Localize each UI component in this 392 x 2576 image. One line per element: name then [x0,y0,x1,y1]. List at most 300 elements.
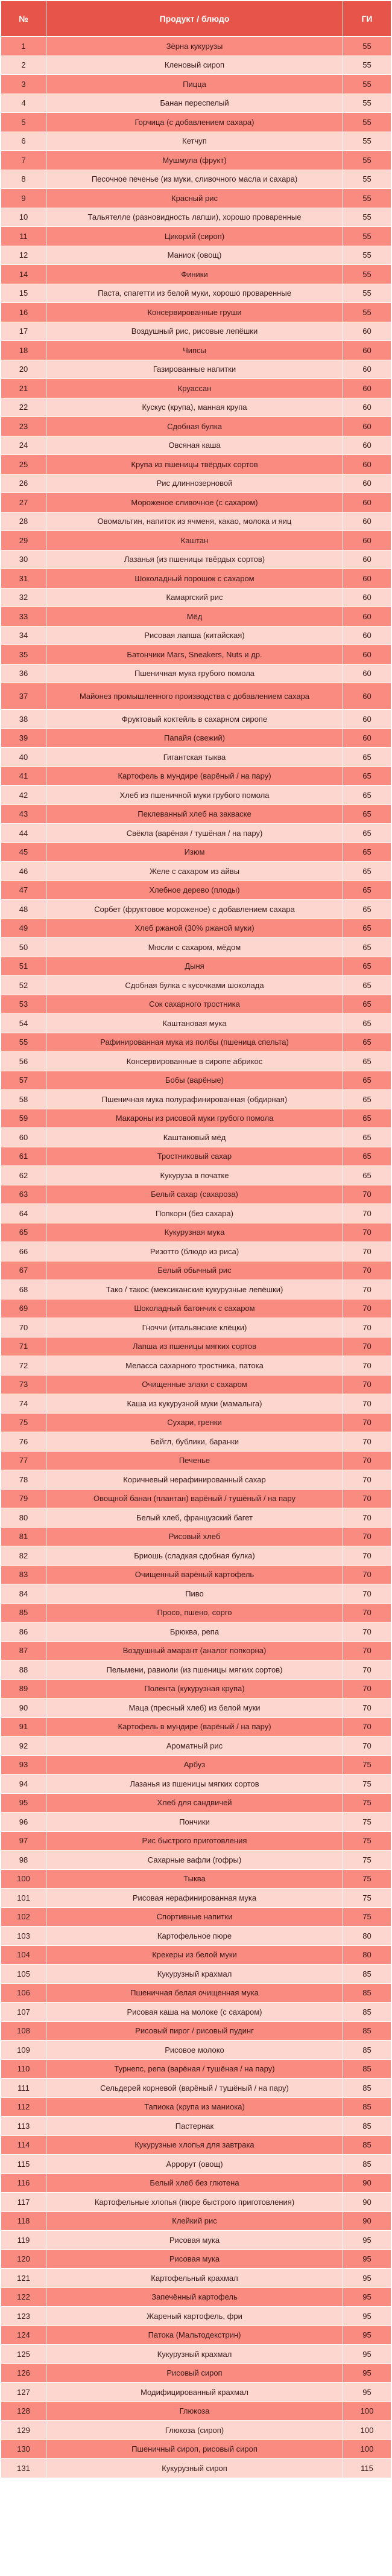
row-product: Майонез промышленного производства с добавлением сахара [46,683,343,710]
row-product: Запечённый картофель [46,2287,343,2307]
row-number: 39 [1,728,46,748]
row-product: Консервированные груши [46,303,343,322]
row-number: 116 [1,2173,46,2193]
table-row [1,1965,391,1984]
row-product: Хлебное дерево (плоды) [46,881,343,900]
table-row [1,1717,391,1736]
row-gi: 65 [343,938,391,957]
row-number: 79 [1,1489,46,1508]
row-number: 22 [1,398,46,417]
row-product: Спортивные напитки [46,1907,343,1927]
glycemic-index-table [1,1,391,2478]
row-gi: 65 [343,862,391,881]
row-number: 41 [1,767,46,786]
row-number: 104 [1,1945,46,1965]
row-number: 131 [1,2459,46,2478]
table-row [1,1375,391,1394]
row-gi: 60 [343,322,391,341]
row-number: 5 [1,113,46,132]
row-number: 50 [1,938,46,957]
row-gi: 75 [343,1869,391,1889]
row-product: Маниок (овощ) [46,246,343,265]
row-product: Картофельное пюре [46,1927,343,1946]
table-row [1,1356,391,1376]
table-row [1,1983,391,2003]
row-number: 57 [1,1071,46,1090]
row-number: 111 [1,2079,46,2098]
row-number: 58 [1,1090,46,1109]
table-row [1,132,391,151]
row-gi: 75 [343,1889,391,1908]
row-gi: 60 [343,512,391,531]
row-gi: 60 [343,417,391,436]
table-row [1,1603,391,1622]
row-number: 64 [1,1204,46,1223]
row-number: 85 [1,1603,46,1622]
row-gi: 95 [343,2326,391,2345]
row-number: 28 [1,512,46,531]
table-row [1,2231,391,2250]
row-number: 95 [1,1793,46,1812]
row-gi: 60 [343,398,391,417]
row-product: Воздушный рис, рисовые лепёшки [46,322,343,341]
row-number: 73 [1,1375,46,1394]
row-number: 16 [1,303,46,322]
table-row [1,1299,391,1318]
row-gi: 65 [343,881,391,900]
row-gi: 60 [343,664,391,683]
table-row [1,1584,391,1604]
table-row [1,189,391,208]
row-number: 109 [1,2041,46,2060]
row-product: Желе с сахаром из айвы [46,862,343,881]
table-row [1,1014,391,1033]
row-number: 63 [1,1185,46,1204]
row-number: 68 [1,1280,46,1299]
row-gi: 60 [343,588,391,607]
row-gi: 75 [343,1851,391,1870]
row-number: 1 [1,37,46,56]
row-number: 100 [1,1869,46,1889]
table-row [1,322,391,341]
row-product: Картофель в мундире (варёный / на пару) [46,767,343,786]
row-number: 121 [1,2269,46,2288]
row-number: 62 [1,1166,46,1185]
row-number: 75 [1,1413,46,1432]
table-row [1,1851,391,1870]
table-row [1,2287,391,2307]
row-gi: 70 [343,1546,391,1566]
row-gi: 55 [343,132,391,151]
row-product: Сок сахарного тростника [46,995,343,1014]
table-row [1,2421,391,2440]
table-row [1,493,391,512]
table-row [1,2364,391,2383]
table-row [1,995,391,1014]
row-gi: 55 [343,189,391,208]
row-number: 24 [1,436,46,455]
row-product: Рисовая нерафинированная мука [46,1889,343,1908]
table-header [1,1,391,37]
table-row [1,1242,391,1261]
row-gi: 65 [343,843,391,862]
row-gi: 75 [343,1907,391,1927]
row-number: 122 [1,2287,46,2307]
table-row [1,1451,391,1470]
table-row [1,170,391,189]
row-number: 47 [1,881,46,900]
row-gi: 70 [343,1565,391,1584]
row-number: 77 [1,1451,46,1470]
row-product: Рисовое молоко [46,2041,343,2060]
row-product: Каштановый мёд [46,1128,343,1147]
table-row [1,2003,391,2022]
row-number: 87 [1,1641,46,1660]
row-product: Тростниковый сахар [46,1147,343,1166]
row-product: Тыква [46,1869,343,1889]
row-gi: 55 [343,227,391,246]
row-number: 15 [1,284,46,303]
row-product: Бриошь (сладкая сдобная булка) [46,1546,343,1566]
row-product: Рисовый пирог / рисовый пудинг [46,2021,343,2041]
table-row [1,976,391,995]
row-product: Свёкла (варёная / тушёная / на пару) [46,824,343,843]
header-gi: ГИ [343,1,391,37]
row-number: 129 [1,2421,46,2440]
row-number: 40 [1,748,46,767]
row-number: 2 [1,56,46,75]
row-number: 91 [1,1717,46,1736]
row-product: Кукурузная мука [46,1223,343,1242]
row-number: 52 [1,976,46,995]
table-row [1,607,391,626]
table-row [1,664,391,683]
row-product: Ароматный рис [46,1736,343,1756]
row-product: Кукуруза в початке [46,1166,343,1185]
header-row [1,1,391,37]
row-number: 76 [1,1432,46,1452]
table-row [1,2135,391,2155]
row-product: Клейкий рис [46,2211,343,2231]
row-product: Просо, пшено, сорго [46,1603,343,1622]
row-product: Воздушный амарант (аналог попкорна) [46,1641,343,1660]
row-product: Печенье [46,1451,343,1470]
table-row [1,1660,391,1680]
table-row [1,1907,391,1927]
table-row [1,436,391,455]
row-product: Рисовая мука [46,2231,343,2250]
table-row [1,2249,391,2269]
row-product: Дыня [46,957,343,976]
row-gi: 90 [343,2211,391,2231]
row-gi: 95 [343,2249,391,2269]
row-gi: 60 [343,683,391,710]
table-row [1,1641,391,1660]
row-product: Модифицированный крахмал [46,2383,343,2402]
table-row [1,531,391,550]
row-gi: 55 [343,94,391,113]
row-product: Бобы (варёные) [46,1071,343,1090]
row-product: Гигантская тыква [46,748,343,767]
row-number: 33 [1,607,46,626]
row-gi: 70 [343,1736,391,1756]
row-number: 117 [1,2193,46,2212]
row-gi: 95 [343,2307,391,2326]
table-row [1,2155,391,2174]
row-number: 61 [1,1147,46,1166]
row-gi: 60 [343,493,391,512]
row-number: 102 [1,1907,46,1927]
row-gi: 70 [343,1584,391,1604]
row-gi: 70 [343,1394,391,1414]
row-product: Картофельные хлопья (пюре быстрого приготовления) [46,2193,343,2212]
row-number: 4 [1,94,46,113]
row-number: 9 [1,189,46,208]
row-product: Пельмени, равиоли (из пшеницы мягких сортов) [46,1660,343,1680]
row-number: 37 [1,683,46,710]
row-gi: 65 [343,1052,391,1071]
row-gi: 55 [343,113,391,132]
row-product: Песочное печенье (из муки, сливочного масла и сахара) [46,170,343,189]
row-number: 23 [1,417,46,436]
table-row [1,1223,391,1242]
row-product: Рис быстрого приготовления [46,1831,343,1851]
table-row [1,417,391,436]
table-row [1,2117,391,2136]
row-product: Белый хлеб без глютена [46,2173,343,2193]
row-gi: 95 [343,2383,391,2402]
row-gi: 85 [343,1965,391,1984]
table-row [1,1869,391,1889]
row-product: Гноччи (итальянские клёцки) [46,1318,343,1337]
row-product: Арбуз [46,1755,343,1774]
row-number: 96 [1,1812,46,1832]
table-row [1,550,391,569]
row-gi: 95 [343,2231,391,2250]
row-gi: 65 [343,748,391,767]
table-row [1,626,391,645]
row-number: 48 [1,900,46,919]
row-product: Бейгл, бублики, баранки [46,1432,343,1452]
table-row [1,2402,391,2421]
table-row [1,1793,391,1812]
row-product: Пшеничная мука грубого помола [46,664,343,683]
row-gi: 85 [343,2097,391,2117]
row-gi: 70 [343,1470,391,1490]
row-product: Глюкоза (сироп) [46,2421,343,2440]
row-product: Мороженое сливочное (с сахаром) [46,493,343,512]
row-gi: 95 [343,2269,391,2288]
row-number: 17 [1,322,46,341]
row-number: 18 [1,341,46,360]
row-product: Каштановая мука [46,1014,343,1033]
row-gi: 70 [343,1375,391,1394]
row-gi: 95 [343,2287,391,2307]
row-number: 66 [1,1242,46,1261]
table-row [1,1128,391,1147]
table-row [1,303,391,322]
row-number: 83 [1,1565,46,1584]
table-row [1,2041,391,2060]
row-gi: 85 [343,2079,391,2098]
row-product: Овомальтин, напиток из ячменя, какао, молока и яиц [46,512,343,531]
row-product: Рисовая лапша (китайская) [46,626,343,645]
row-number: 93 [1,1755,46,1774]
table-row [1,113,391,132]
row-number: 7 [1,151,46,170]
table-row [1,1109,391,1128]
row-product: Сорбет (фруктовое мороженое) с добавлением сахара [46,900,343,919]
row-product: Тако / такос (мексиканские кукурузные лепёшки) [46,1280,343,1299]
row-gi: 85 [343,2059,391,2079]
row-product: Рисовый сироп [46,2364,343,2383]
row-gi: 70 [343,1413,391,1432]
row-gi: 70 [343,1185,391,1204]
row-gi: 60 [343,455,391,474]
row-number: 44 [1,824,46,843]
row-gi: 70 [343,1280,391,1299]
table-row [1,1736,391,1756]
row-gi: 55 [343,37,391,56]
table-row [1,824,391,843]
row-product: Мюсли с сахаром, мёдом [46,938,343,957]
row-number: 119 [1,2231,46,2250]
row-product: Пиво [46,1584,343,1604]
row-product: Хлеб для сандвичей [46,1793,343,1812]
table-row [1,748,391,767]
gi-table-container [1,1,391,2478]
table-row [1,900,391,919]
row-product: Лапша из пшеницы мягких сортов [46,1337,343,1356]
row-number: 43 [1,805,46,824]
row-product: Пастернак [46,2117,343,2136]
row-number: 30 [1,550,46,569]
row-gi: 70 [343,1261,391,1280]
row-number: 103 [1,1927,46,1946]
table-row [1,208,391,227]
row-product: Цикорий (сироп) [46,227,343,246]
table-row [1,1831,391,1851]
row-number: 29 [1,531,46,550]
row-number: 26 [1,474,46,493]
row-product: Мёд [46,607,343,626]
row-product: Коричневый нерафинированный сахар [46,1470,343,1490]
row-product: Рис длиннозерновой [46,474,343,493]
row-gi: 60 [343,474,391,493]
table-row [1,1413,391,1432]
header-product: Продукт / блюдо [46,1,343,37]
row-gi: 60 [343,341,391,360]
table-row [1,2193,391,2212]
row-number: 67 [1,1261,46,1280]
row-product: Сельдерей корневой (варёный / тушёный / на пару) [46,2079,343,2098]
row-number: 12 [1,246,46,265]
table-row [1,151,391,170]
row-gi: 100 [343,2402,391,2421]
row-number: 127 [1,2383,46,2402]
row-gi: 70 [343,1299,391,1318]
row-number: 46 [1,862,46,881]
row-number: 10 [1,208,46,227]
row-gi: 70 [343,1527,391,1546]
row-product: Пшеничная белая очищенная мука [46,1983,343,2003]
table-row [1,1147,391,1166]
row-product: Тапиока (крупа из маниока) [46,2097,343,2117]
row-gi: 65 [343,1071,391,1090]
row-gi: 60 [343,645,391,665]
row-number: 11 [1,227,46,246]
row-product: Зёрна кукурузы [46,37,343,56]
row-gi: 75 [343,1793,391,1812]
row-number: 56 [1,1052,46,1071]
row-gi: 85 [343,2021,391,2041]
table-row [1,1071,391,1090]
row-gi: 100 [343,2421,391,2440]
row-gi: 55 [343,265,391,284]
row-gi: 60 [343,710,391,729]
row-product: Хлеб ржаной (30% ржаной муки) [46,919,343,938]
row-number: 107 [1,2003,46,2022]
table-row [1,2326,391,2345]
row-product: Хлеб из пшеничной муки грубого помола [46,786,343,805]
row-product: Пеклеванный хлеб на закваске [46,805,343,824]
row-product: Камаргский рис [46,588,343,607]
row-gi: 55 [343,303,391,322]
row-number: 54 [1,1014,46,1033]
row-product: Овощной банан (плантан) варёный / тушёный / на пару [46,1489,343,1508]
row-product: Патока (Мальтодекстрин) [46,2326,343,2345]
row-number: 31 [1,569,46,588]
row-number: 34 [1,626,46,645]
row-product: Очищенный варёный картофель [46,1565,343,1584]
table-row [1,645,391,665]
row-product: Сдобная булка с кусочками шоколада [46,976,343,995]
table-row [1,710,391,729]
row-number: 3 [1,75,46,94]
row-gi: 55 [343,170,391,189]
row-gi: 90 [343,2173,391,2193]
row-number: 72 [1,1356,46,1376]
row-number: 114 [1,2135,46,2155]
table-row [1,474,391,493]
row-gi: 70 [343,1432,391,1452]
row-product: Шоколадный порошок с сахаром [46,569,343,588]
table-row [1,1889,391,1908]
table-row [1,1565,391,1584]
row-number: 101 [1,1889,46,1908]
row-gi: 60 [343,379,391,398]
table-row [1,398,391,417]
row-number: 125 [1,2345,46,2364]
table-row [1,94,391,113]
row-number: 124 [1,2326,46,2345]
table-row [1,1185,391,1204]
table-row [1,1489,391,1508]
row-product: Макароны из рисовой муки грубого помола [46,1109,343,1128]
row-number: 106 [1,1983,46,2003]
row-number: 69 [1,1299,46,1318]
row-product: Каштан [46,531,343,550]
row-number: 126 [1,2364,46,2383]
row-product: Кукурузный крахмал [46,1965,343,1984]
row-gi: 65 [343,919,391,938]
row-gi: 55 [343,75,391,94]
table-row [1,2307,391,2326]
row-gi: 65 [343,1033,391,1052]
row-number: 113 [1,2117,46,2136]
table-row [1,683,391,710]
row-number: 38 [1,710,46,729]
